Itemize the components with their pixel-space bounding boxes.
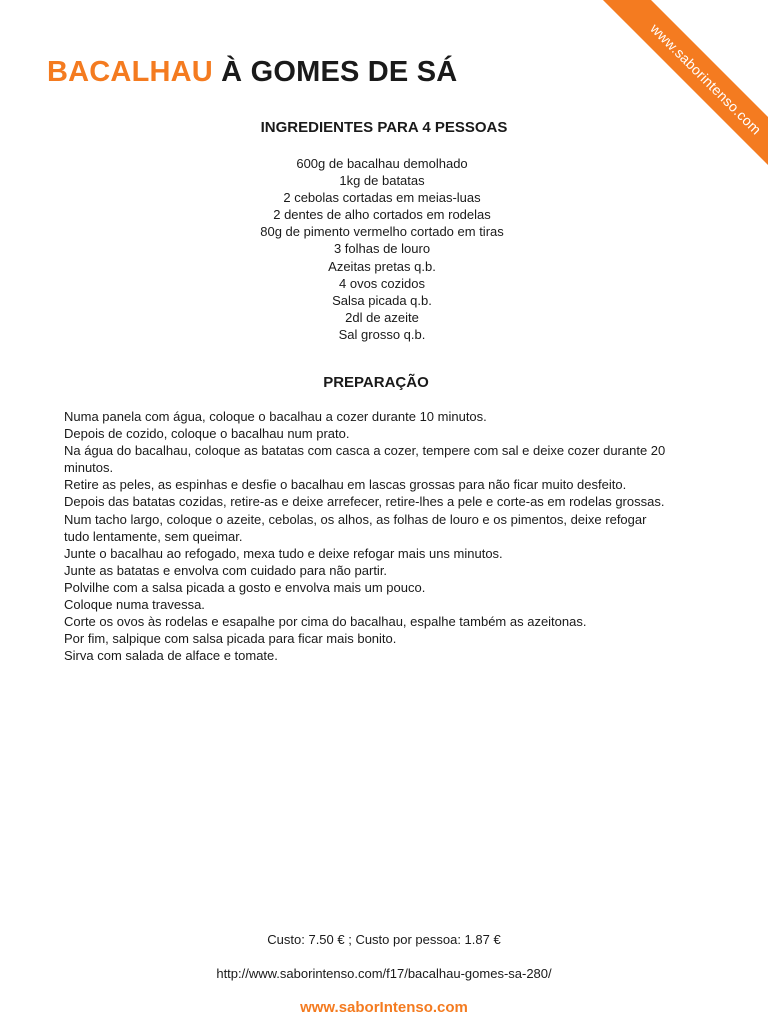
preparation-step: Na água do bacalhau, coloque as batatas com casca a cozer, tempere com sal e deixe cozer durante 20 minutos.: [64, 443, 666, 476]
ingredient-item: Salsa picada q.b.: [332, 292, 432, 308]
recipe-title: [47, 56, 457, 89]
preparation-step: Depois das batatas cozidas, retire-as e deixe arrefecer, retire-lhes a pele e corte-as em rodelas grossas.: [64, 494, 665, 510]
site-link[interactable]: www.saborIntenso.com: [300, 999, 468, 1016]
recipe-title-rest: À GOMES DE SÁ: [212, 56, 458, 88]
preparation-step: Por fim, salpique com salsa picada para ficar mais bonito.: [64, 631, 397, 647]
preparation-step: Num tacho largo, coloque o azeite, cebolas, os alhos, as folhas de louro e os pimentos, deixe refogar tudo lentamente, sem queimar.: [64, 511, 647, 544]
ingredient-item: 2 dentes de alho cortados em rodelas: [273, 207, 491, 223]
recipe-title-accent: BACALHAU: [47, 56, 213, 88]
ingredients-list: [0, 155, 764, 343]
preparation-step: Sirva com salada de alface e tomate.: [64, 648, 278, 664]
ribbon-site-link[interactable]: www.saborintenso.com: [588, 0, 768, 197]
preparation-steps: [64, 408, 674, 664]
cost-summary: Custo: 7.50 € ; Custo por pessoa: 1.87 €: [267, 932, 501, 947]
ingredient-item: 2 cebolas cortadas em meias-luas: [283, 190, 481, 206]
ingredient-item: Sal grosso q.b.: [338, 326, 426, 342]
ingredient-item: Azeitas pretas q.b.: [328, 258, 436, 274]
ingredient-item: 4 ovos cozidos: [339, 275, 425, 291]
ingredient-item: 80g de pimento vermelho cortado em tiras: [260, 224, 504, 240]
preparation-step: Coloque numa travessa.: [64, 597, 205, 613]
preparation-step: Depois de cozido, coloque o bacalhau num prato.: [64, 426, 350, 442]
preparation-step: Junte as batatas e envolva com cuidado para não partir.: [64, 562, 388, 578]
preparation-step: Corte os ovos às rodelas e esapalhe por cima do bacalhau, espalhe também as azeitonas.: [64, 614, 587, 630]
ingredients-heading: INGREDIENTES PARA 4 PESSOAS: [260, 119, 508, 136]
preparation-step: Numa panela com água, coloque o bacalhau a cozer durante 10 minutos.: [64, 409, 487, 424]
ingredient-item: 3 folhas de louro: [333, 241, 431, 257]
preparation-step: Junte o bacalhau ao refogado, mexa tudo e deixe refogar mais uns minutos.: [64, 545, 503, 561]
ingredient-item: 2dl de azeite: [345, 309, 419, 325]
preparation-heading: PREPARAÇÃO: [323, 374, 429, 391]
ingredient-item: 1kg de batatas: [339, 173, 425, 189]
ingredient-item: 600g de bacalhau demolhado: [296, 156, 468, 171]
preparation-step: Polvilhe com a salsa picada a gosto e envolva mais um pouco.: [64, 579, 426, 595]
recipe-url-link[interactable]: http://www.saborintenso.com/f17/bacalhau-gomes-sa-280/: [216, 966, 552, 981]
preparation-step: Retire as peles, as espinhas e desfie o bacalhau em lascas grossas para não ficar muito desfeito.: [64, 477, 627, 493]
